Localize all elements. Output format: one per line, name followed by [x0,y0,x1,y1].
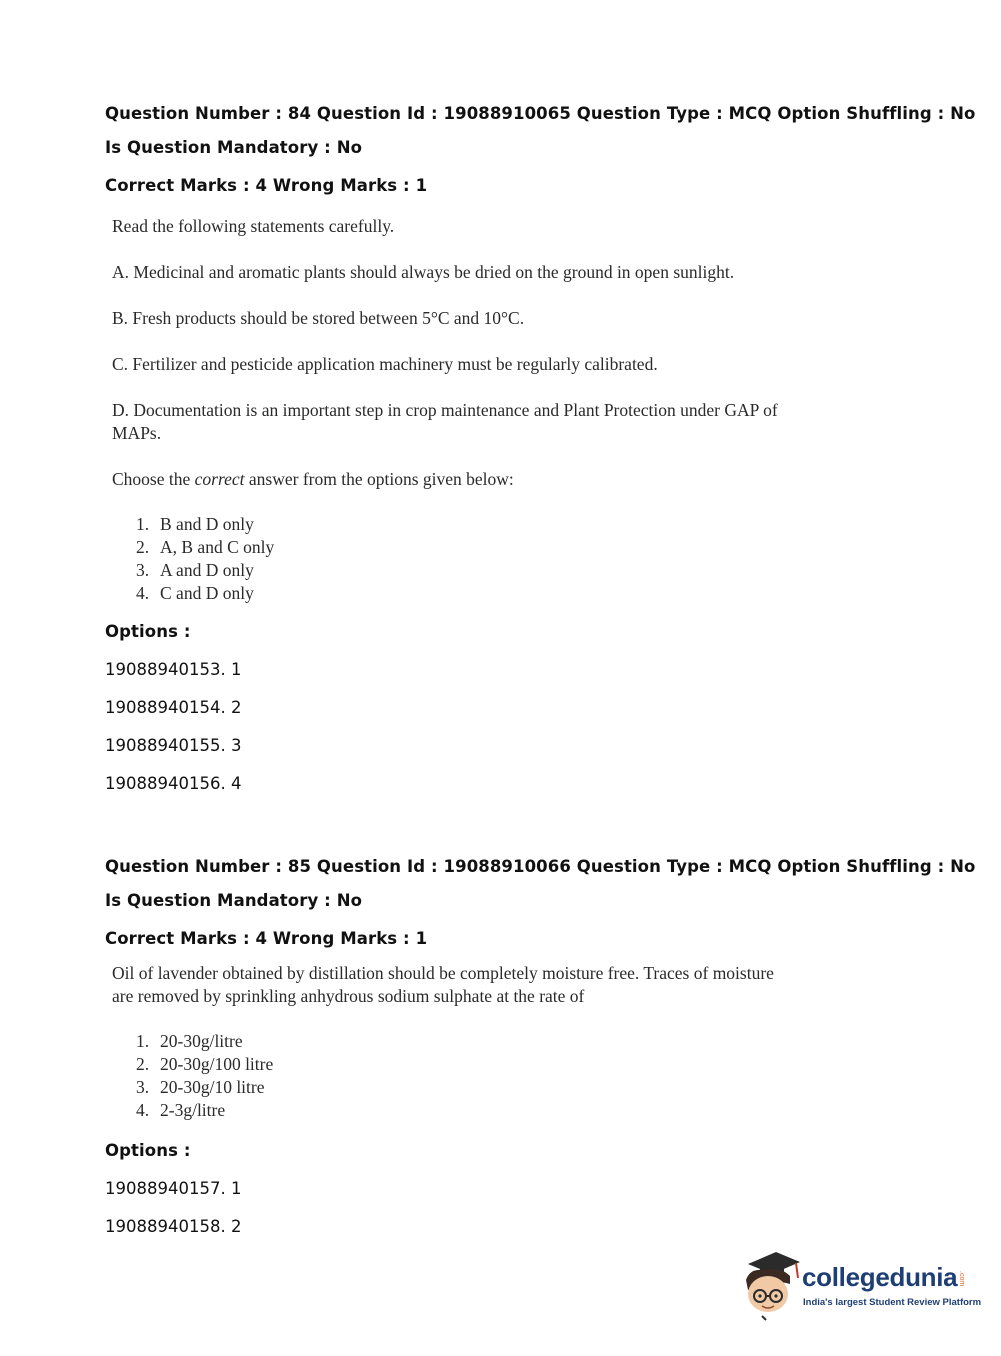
choice-text: 20-30g/litre [160,1031,243,1051]
statement-c: C. Fertilizer and pesticide application machinery must be regularly calibrated. [112,354,658,374]
q85-text-line-2: are removed by sprinkling anhydrous sodium sulphate at the rate of [112,986,585,1006]
choice-number: 4. [136,583,150,603]
choice-number: 3. [136,560,150,580]
q85-choice-1 [136,1031,243,1052]
q84-option-4: 19088940156. 4 [105,774,242,793]
brand-tagline: India's largest Student Review Platform [803,1297,982,1308]
question-84-header: Question Number : 84 Question Id : 19088910065 Question Type : MCQ Option Shuffling : No [105,104,976,123]
choice-number: 2. [136,1054,150,1074]
choose-post: answer from the options given below: [244,469,514,489]
brand-suffix: .com [958,1271,965,1287]
q85-option-1: 19088940157. 1 [105,1179,242,1198]
q84-options-label: Options : [105,622,191,641]
statement-a: A. Medicinal and aromatic plants should always be dried on the ground in open sunlight. [112,262,735,282]
question-84-marks: Correct Marks : 4 Wrong Marks : 1 [105,176,428,195]
q85-choice-2 [136,1054,273,1075]
choice-text: 2-3g/litre [160,1100,226,1120]
brand-name: collegedunia [802,1262,958,1292]
q84-choice-4 [136,583,254,604]
q85-choice-3 [136,1077,265,1098]
q84-choice-3 [136,560,254,581]
q85-text-line-1: Oil of lavender obtained by distillation should be completely moisture free. Traces of moisture [112,963,774,983]
choice-text: 20-30g/100 litre [160,1054,274,1074]
choice-text: 20-30g/10 litre [160,1077,265,1097]
choice-text: B and D only [160,514,254,534]
choose-emphasis: correct [194,469,245,489]
choose-instruction [112,469,514,490]
choose-pre: Choose the [112,469,195,489]
statement-d-continued: MAPs. [112,423,162,443]
choice-number: 2. [136,537,150,557]
q85-option-2: 19088940158. 2 [105,1217,242,1236]
statement-b: B. Fresh products should be stored between 5°C and 10°C. [112,308,525,328]
q85-choice-4 [136,1100,225,1121]
statement-d: D. Documentation is an important step in crop maintenance and Plant Protection under GAP of [112,400,778,420]
choice-number: 3. [136,1077,150,1097]
question-85-header: Question Number : 85 Question Id : 19088910066 Question Type : MCQ Option Shuffling : No [105,857,976,876]
collegedunia-watermark [740,1250,982,1322]
question-85-mandatory: Is Question Mandatory : No [105,891,363,910]
mascot-icon [740,1250,800,1322]
q84-choice-1 [136,514,254,535]
choice-text: A and D only [160,560,254,580]
q84-option-1: 19088940153. 1 [105,660,242,679]
question-84-mandatory: Is Question Mandatory : No [105,138,363,157]
choice-number: 1. [136,1031,150,1051]
q84-option-2: 19088940154. 2 [105,698,242,717]
q85-options-label: Options : [105,1141,191,1160]
question-85-marks: Correct Marks : 4 Wrong Marks : 1 [105,929,428,948]
choice-text: C and D only [160,583,254,603]
choice-number: 1. [136,514,150,534]
q84-option-3: 19088940155. 3 [105,736,242,755]
choice-text: A, B and C only [160,537,275,557]
question-84-intro: Read the following statements carefully. [112,216,395,236]
choice-number: 4. [136,1100,150,1120]
q84-choice-2 [136,537,274,558]
